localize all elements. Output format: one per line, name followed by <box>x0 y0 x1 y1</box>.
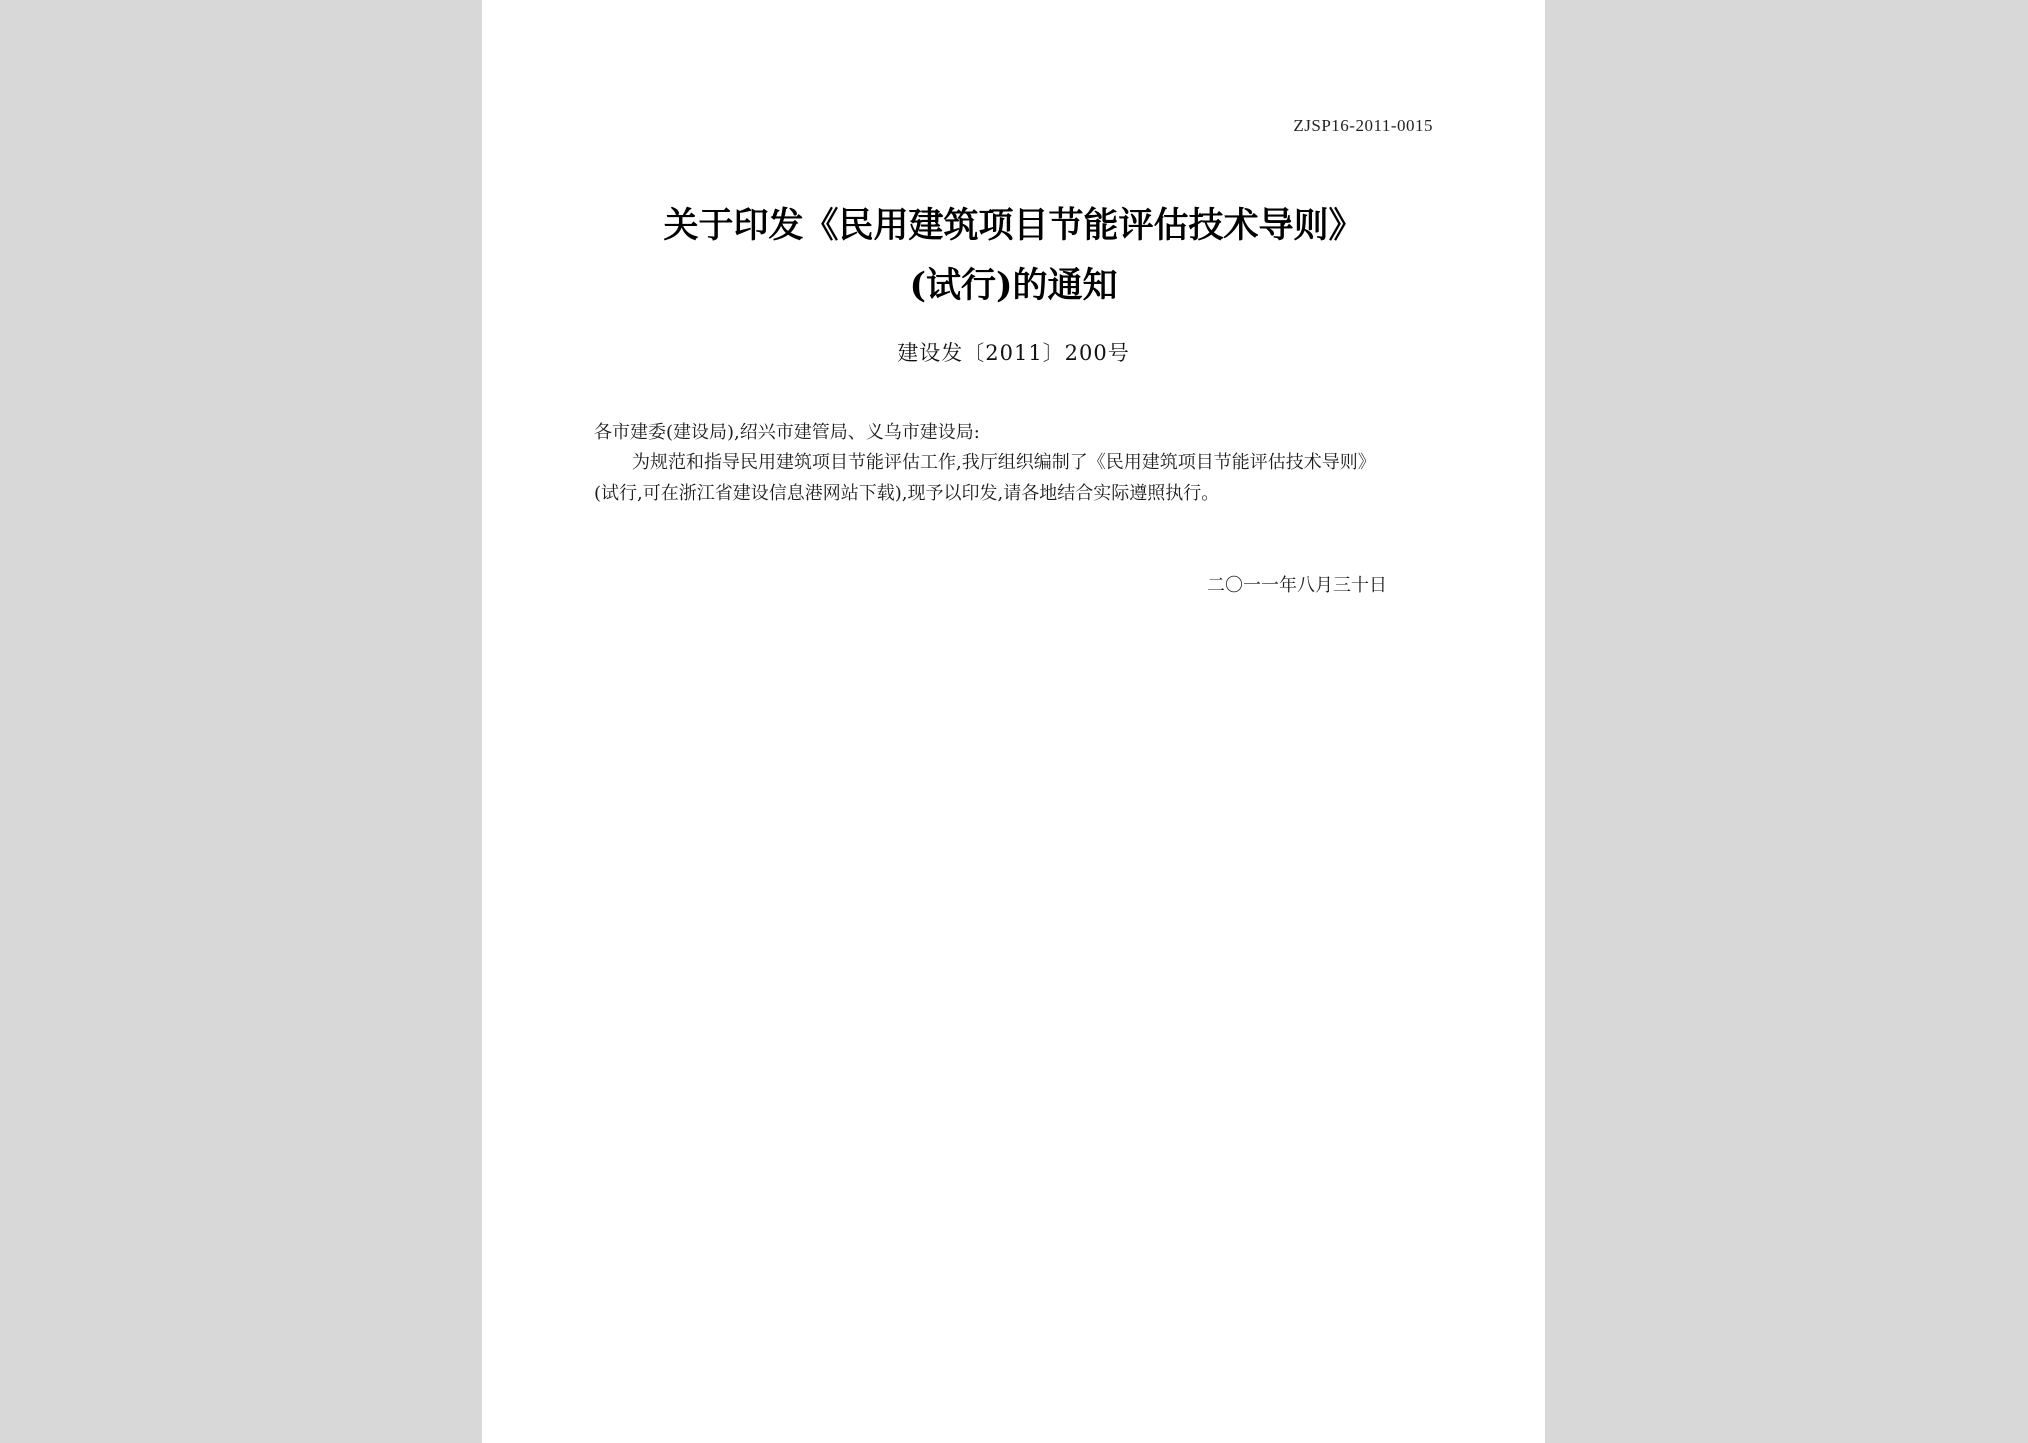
document-title-line-2: (试行)的通知 <box>909 265 1118 306</box>
issue-date: 二〇一一年八月三十日 <box>1207 575 1387 596</box>
addressee: 各市建委(建设局),绍兴市建管局、义乌市建设局: <box>594 422 980 443</box>
document-number: 建设发〔2011〕200号 <box>897 341 1130 365</box>
document-code: ZJSP16-2011-0015 <box>1293 116 1433 135</box>
body-paragraph-line-2: (试行,可在浙江省建设信息港网站下载),现予以印发,请各地结合实际遵照执行。 <box>594 483 1220 504</box>
body-paragraph-line-1: 为规范和指导民用建筑项目节能评估工作,我厅组织编制了《民用建筑项目节能评估技术导则》 <box>632 452 1376 473</box>
document-title-line-1: 关于印发《民用建筑项目节能评估技术导则》 <box>663 205 1364 246</box>
document-page <box>482 0 1545 1443</box>
